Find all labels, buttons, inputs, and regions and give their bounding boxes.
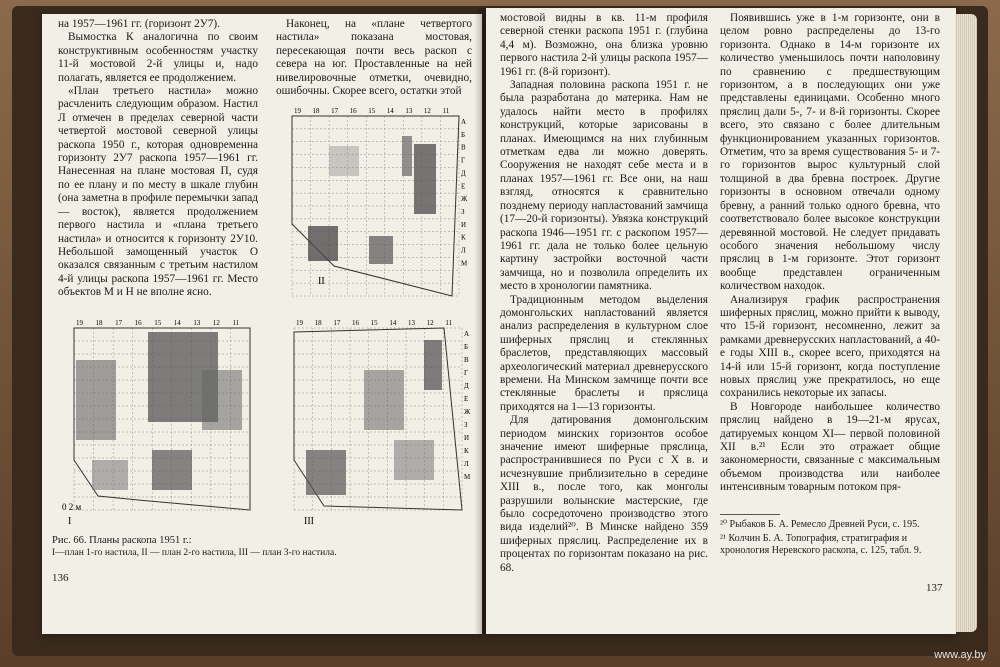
grid-row-letter: И	[461, 220, 467, 229]
grid-row-letter: А	[461, 118, 467, 126]
grid-column-number: 13	[405, 107, 413, 115]
grid-column-number: 12	[426, 319, 434, 327]
grid-column-number: 15	[368, 107, 376, 115]
grid-column-number: 13	[408, 319, 415, 327]
caption-subtitle: I—план 1-го настила, II — план 2-го настила, III — план 3-го настила.	[52, 548, 337, 558]
grid-row-letter: В	[461, 143, 466, 152]
paragraph: Традиционным методом выделения домонгольских напластований является анализ распределения в культурном слое шиферных пряслиц и стеклянных браслетов, представляющих массовый археологический материал древнерусского времени. На Минском замчище почти все стеклянные браслеты и пряслица приходятся на 1—13 горизонты.	[500, 293, 708, 413]
page-edges	[955, 14, 977, 632]
grid-row-letter: И	[464, 434, 470, 442]
grid-column-number: 15	[370, 319, 378, 327]
paragraph: Наконец, на «плане четвертого настила» показана мостовая, пересекающая почти весь раскоп с севера на юг. Проставленные на ней нивелировочные отметки, очевидно, ошибочны. Скорее всего, остатки этой	[276, 18, 472, 98]
watermark: www.ay.by	[934, 649, 986, 661]
grid-row-letter: Ж	[461, 195, 468, 204]
left-page-number: 136	[52, 572, 69, 584]
grid-column-number: 18	[95, 319, 103, 327]
grid-column-number: 12	[423, 107, 431, 115]
footnote: ²¹ Колчин Б. А. Топография, стратиграфия и хронология Неревского раскопа, с. 125, табл. 9.	[720, 533, 922, 556]
footnote-rule	[720, 514, 780, 515]
grid-row-letter: М	[464, 473, 471, 481]
paragraph: на 1957—1961 гг. (горизонт 2У7).	[58, 18, 221, 30]
grid-column-number: 14	[173, 319, 181, 327]
grid-column-number: 16	[134, 319, 142, 327]
grid-row-letter: З	[461, 208, 465, 216]
left-column-1	[58, 18, 258, 300]
left-page	[42, 14, 482, 634]
figure-caption	[52, 534, 472, 560]
plan-ii-drawing	[274, 106, 474, 308]
grid-column-number: 17	[331, 107, 339, 115]
grid-column-number: 11	[232, 319, 240, 327]
grid-column-number: 17	[333, 319, 341, 327]
grid-row-letter: Л	[461, 246, 466, 255]
grid-column-number: 16	[352, 319, 359, 327]
plan-ii-label: II	[318, 276, 325, 287]
plan-i-label: I	[68, 516, 72, 527]
grid-row-letter: Л	[464, 460, 469, 468]
grid-row-letter: К	[461, 233, 466, 242]
grid-row-letter: К	[464, 447, 469, 455]
grid-column-number: 17	[115, 319, 123, 327]
grid-column-number: 13	[193, 319, 201, 327]
caption-title: Рис. 66. Планы раскопа 1951 г.:	[52, 535, 192, 546]
paragraph: «План третьего настила» можно расчленить следующим образом. Настил Л отмечен в пределах северной части четвертой мостовой северной улицы раскопа 1950 г., которая одновременна горизонту 2У7 раскопа 1957—1961 гг. Нанесенная на плане мостовая П, судя по ее плану и по месту в шкале глубин (она заметна в профиле перемычки запад — восток), является продолжением первого настила и «плана третьего настила» и относится к горизонту 2У10. Небольшой замощенный участок О оказался связанным с третьим настилом 4-й улицы раскопа 1957—1961 гг. Место объектов М и Н не вполне ясно.	[58, 85, 258, 299]
paragraph: Появившись уже в 1-м горизонте, они в целом ровно распределены до 13-го горизонта. Однако в 14-м горизонте их количество уменьшилось почти наполовину по сравнению с предшествующим горизонтом, а в последующих они уже представлены единицами. Особенно много пряслиц дали 5-, 7- и 8-й горизонты. Скорее всего, это связано с более длительным функционированием указанных горизонтов. Отметим, что за время существования 5- и 7-го горизонтов вырос культурный слой толщиной в два бревна построек. Другие горизонты в основном отвечали одному бревну, а ранний только одного бревна, что соответствовало более высокое конструкции деревянной мостовой. Не следует придавать особого значения небольшому числу пряслиц в 1-м горизонте. Этот горизонт вообще представлен ограниченным количеством находок.	[720, 12, 940, 293]
right-page-number: 137	[926, 582, 943, 594]
paragraph: Вымостка К аналогична по своим конструктивным особенностям участку 11-й мостовой 2-й улицы и, надо полагать, является ее продолжением.	[58, 31, 258, 84]
paragraph: В Новгороде наибольшее количество пряслиц найдено в 19—21-м ярусах, датируемых концом XI— первой половиной XII в.²¹ Если это отражает общие закономерности, связанные с максимальным объемом производства или наиболее интенсивным товарным потоком пря-	[720, 400, 940, 494]
grid-column-number: 11	[442, 107, 450, 115]
grid-column-number: 14	[389, 319, 397, 327]
grid-column-number: 19	[76, 319, 83, 327]
grid-column-number: 19	[296, 319, 303, 327]
grid-row-letter: Е	[461, 182, 466, 191]
grid-row-letter: Б	[461, 130, 466, 139]
plan-i-drawing	[52, 310, 266, 532]
right-column-2	[720, 12, 940, 495]
grid-column-number: 14	[386, 107, 394, 115]
grid-column-number: 16	[349, 107, 357, 115]
scale-label: 0 2 м	[62, 502, 82, 512]
grid-column-number: 15	[154, 319, 162, 327]
grid-column-number: 11	[445, 319, 453, 327]
paragraph: Для датирования домонгольским периодом минских горизонтов особое значение имеют шиферные пряслица, распространившиеся по Руси с X в. и исчезнувшие приблизительно в середине XIII в., после того, как монголы разрушили волынские мастерские, где было сосредоточено производство этого вида изделий²⁰. В Минске найдено 359 шиферных пряслиц. Распределение их в процентах по горизонтам показано на рис. 68.	[500, 414, 708, 574]
grid-row-letter: З	[464, 421, 468, 429]
paragraph: мостовой видны в кв. 11-м профиля северной стенки раскопа 1951 г. (глубина 4,4 м). Возможно, она близка уровню первого настила 2-й улицы раскопа 1957—1961 гг. (8-й горизонт).	[500, 12, 708, 78]
paragraph: Анализируя график распространения шиферных пряслиц, можно прийти к выводу, что 15-й горизонт, несомненно, лежит за рамками древнерусских напластований, а 40-е годы XIII в., скорее всего, приходятся на 14-й или 15-й горизонт, когда поступление новых пряслиц уже прекратилось, но еще сохранились некоторые их запасы.	[720, 293, 940, 400]
footnote: ²⁰ Рыбаков Б. А. Ремесло Древней Руси, с. 195.	[720, 519, 920, 530]
grid-column-number: 19	[294, 107, 301, 115]
grid-row-letter: Д	[464, 382, 469, 390]
grid-column-number: 18	[314, 319, 322, 327]
grid-column-number: 18	[312, 107, 320, 115]
grid-column-number: 12	[212, 319, 220, 327]
grid-row-letter: Г	[461, 156, 466, 165]
grid-row-letter: А	[464, 330, 470, 338]
plan-iii-drawing	[264, 310, 476, 532]
grid-row-letter: В	[464, 356, 469, 364]
plan-iii-label: III	[304, 516, 314, 527]
right-column-1	[500, 12, 708, 575]
grid-row-letter: Е	[464, 395, 469, 403]
left-column-2	[276, 18, 472, 98]
right-page	[486, 8, 956, 634]
grid-row-letter: М	[461, 259, 468, 268]
grid-row-letter: Д	[461, 169, 466, 178]
footnotes	[720, 514, 942, 559]
grid-row-letter: Ж	[464, 408, 471, 416]
paragraph: Западная половина раскопа 1951 г. не была разработана до материка. Нам не удалось найти место в профилях конструкций, которые зарисованы в планах. Имеющимся на них глубинным отметкам едва ли можно доверять. Сооружения не находят себе места и в планах 1957—1961 гг. Все они, на наш взгляд, относятся к сравнительно позднему периоду напластований замчища (17—20-й горизонты). Увязка конструкций раскопа 1946—1951 гг. с раскопом 1957—1961 гг. дала не только более цельную картину застройки восточной части замчища, но и позволила определить их место в хронологии памятника.	[500, 79, 708, 293]
grid-row-letter: Г	[464, 369, 469, 377]
grid-row-letter: Б	[464, 343, 469, 351]
